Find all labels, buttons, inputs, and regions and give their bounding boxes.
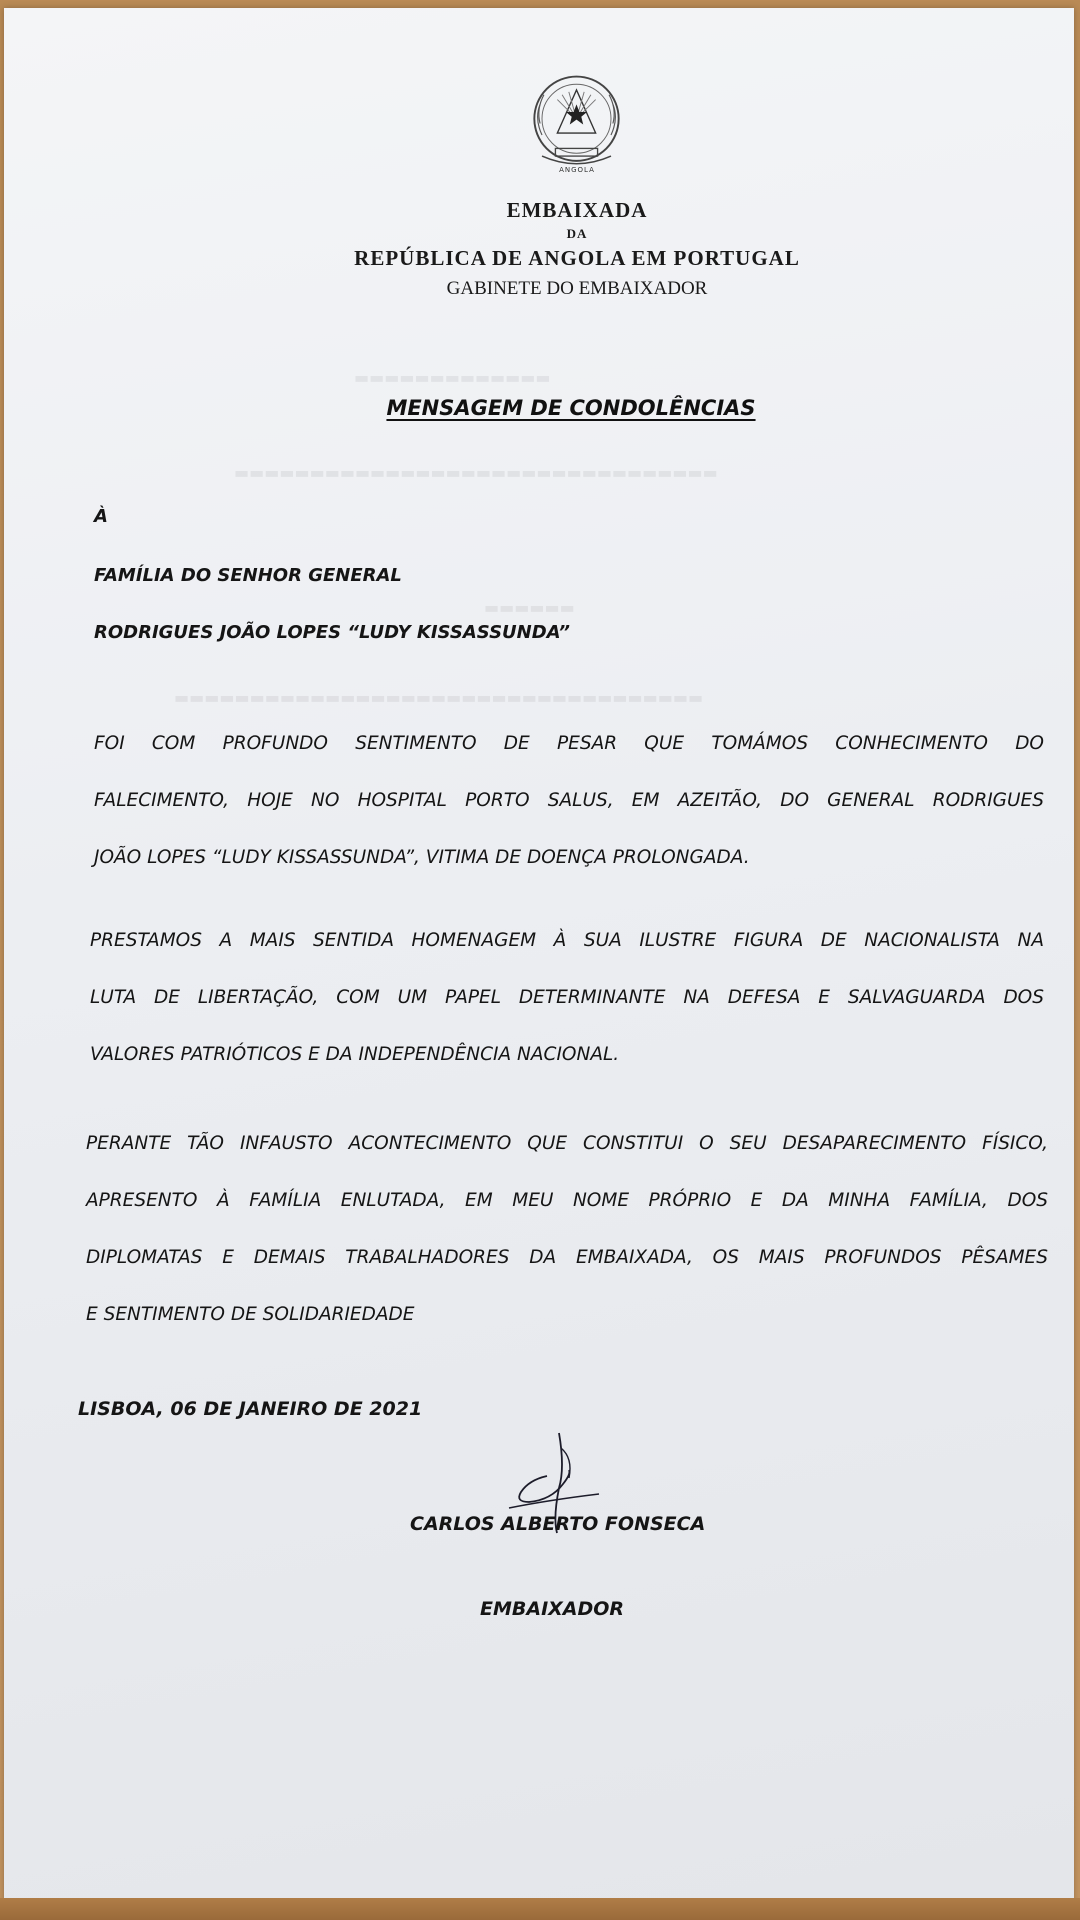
show-through-texture: ▬▬▬▬▬▬: [484, 598, 575, 617]
emblem-text: ANGOLA: [559, 166, 595, 174]
paragraph-3: [86, 1133, 1048, 1333]
paragraph-line: VALORES PATRIÓTICOS E DA INDEPENDÊNCIA NACIONAL.: [90, 1044, 620, 1065]
paragraph-line: LUTA DE LIBERTAÇÃO, COM UM PAPEL DETERMINANTE NA DEFESA E SALVAGUARDA DOS: [90, 987, 1044, 1008]
place-date: LISBOA, 06 DE JANEIRO DE 2021: [78, 1398, 423, 1420]
recipient-to: À: [94, 506, 108, 527]
header-embaixada: EMBAIXADA: [506, 198, 648, 222]
header-republic: REPÚBLICA DE ANGOLA EM PORTUGAL: [354, 246, 800, 270]
paragraph-line: APRESENTO À FAMÍLIA ENLUTADA, EM MEU NOME PRÓPRIO E DA MINHA FAMÍLIA, DOS: [86, 1190, 1048, 1211]
paragraph-line: FOI COM PROFUNDO SENTIMENTO DE PESAR QUE TOMÁMOS CONHECIMENTO DO: [94, 733, 1044, 754]
header-office: GABINETE DO EMBAIXADOR: [446, 278, 708, 299]
paragraph-line: E SENTIMENTO DE SOLIDARIEDADE: [86, 1304, 415, 1325]
document-page: [4, 8, 1074, 1902]
document-title: MENSAGEM DE CONDOLÊNCIAS: [386, 396, 756, 420]
show-through-texture: ▬▬▬▬▬▬▬▬▬▬▬▬▬▬▬▬▬▬▬▬▬▬▬▬▬▬▬▬▬▬▬▬▬▬▬: [174, 688, 704, 707]
show-through-texture: ▬▬▬▬▬▬▬▬▬▬▬▬▬: [354, 368, 551, 387]
paragraph-line: PRESTAMOS A MAIS SENTIDA HOMENAGEM À SUA ILUSTRE FIGURA DE NACIONALISTA NA: [90, 930, 1044, 951]
paragraph-line: PERANTE TÃO INFAUSTO ACONTECIMENTO QUE CONSTITUI O SEU DESAPARECIMENTO FÍSICO,: [86, 1133, 1048, 1154]
paragraph-line: FALECIMENTO, HOJE NO HOSPITAL PORTO SALUS, EM AZEITÃO, DO GENERAL RODRIGUES: [94, 790, 1044, 811]
table-surface: [0, 1898, 1080, 1920]
paragraph-2: [90, 930, 1044, 1065]
signatory-name: CARLOS ALBERTO FONSECA: [410, 1513, 706, 1535]
recipient-line-1: FAMÍLIA DO SENHOR GENERAL: [94, 565, 402, 586]
paragraph-line: DIPLOMATAS E DEMAIS TRABALHADORES DA EMBAIXADA, OS MAIS PROFUNDOS PÊSAMES: [86, 1247, 1048, 1268]
header-da: DA: [566, 226, 588, 241]
recipient-line-2: RODRIGUES JOÃO LOPES “LUDY KISSASSUNDA”: [94, 622, 570, 643]
paragraph-1: [94, 733, 1044, 868]
signatory-role: EMBAIXADOR: [480, 1598, 625, 1620]
angola-emblem-icon: [519, 66, 634, 181]
paragraph-line: JOÃO LOPES “LUDY KISSASSUNDA”, VITIMA DE DOENÇA PROLONGADA.: [94, 847, 750, 868]
show-through-texture: ▬▬▬▬▬▬▬▬▬▬▬▬▬▬▬▬▬▬▬▬▬▬▬▬▬▬▬▬▬▬▬▬: [234, 463, 718, 482]
